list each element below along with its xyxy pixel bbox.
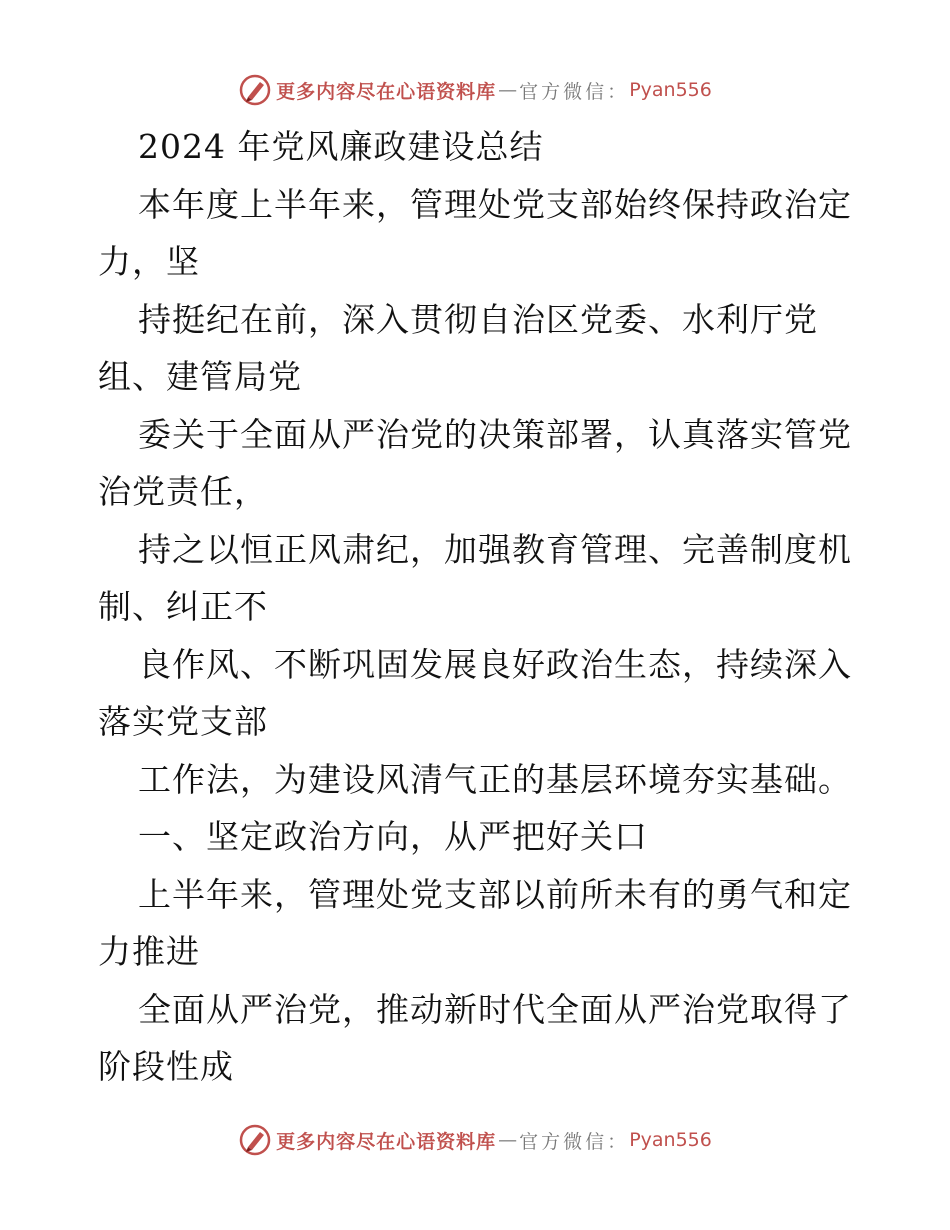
banner-wechat-label: 官方微信： — [519, 80, 630, 103]
text-line: 制、纠正不 — [98, 587, 268, 626]
text-line: 本年度上半年来，管理处党支部始终保持政治定 — [138, 184, 852, 224]
banner-brand: 更多内容尽在心语资料库 — [276, 1130, 497, 1153]
banner-wechat-id: Pyan556 — [629, 79, 712, 101]
text-line: 组、建管局党 — [98, 357, 302, 396]
header-banner — [0, 70, 950, 110]
document-title: 2024 年党风廉政建设总结 — [138, 127, 544, 166]
banner-wechat-id: Pyan556 — [629, 1129, 712, 1151]
text-line: 良作风、不断巩固发展良好政治生态，持续深入 — [138, 644, 852, 684]
text-line: 阶段性成 — [98, 1047, 234, 1086]
banner-separator: — — [498, 79, 518, 101]
document-body — [98, 118, 858, 1096]
text-line: 委关于全面从严治党的决策部署，认真落实管党 — [138, 414, 852, 454]
text-line: 持之以恒正风肃纪，加强教育管理、完善制度机 — [138, 529, 852, 569]
text-line: 全面从严治党，推动新时代全面从严治党取得了 — [138, 989, 852, 1029]
text-line: 落实党支部 — [98, 702, 268, 741]
text-line: 力推进 — [98, 932, 200, 971]
banner-brand: 更多内容尽在心语资料库 — [276, 80, 497, 103]
banner-wechat-label: 官方微信： — [519, 1130, 630, 1153]
section-heading: 一、坚定政治方向，从严把好关口 — [138, 817, 648, 856]
text-line: 上半年来，管理处党支部以前所未有的勇气和定 — [138, 874, 852, 914]
text-line: 持挺纪在前，深入贯彻自治区党委、水利厅党 — [138, 299, 818, 339]
fountain-pen-logo-icon — [238, 1123, 272, 1157]
text-line: 力，坚 — [98, 242, 200, 281]
text-line: 工作法，为建设风清气正的基层环境夯实基础。 — [138, 759, 852, 799]
banner-separator: — — [498, 1129, 518, 1151]
text-line: 治党责任， — [98, 472, 268, 511]
footer-banner — [0, 1120, 950, 1160]
fountain-pen-logo-icon — [238, 73, 272, 107]
